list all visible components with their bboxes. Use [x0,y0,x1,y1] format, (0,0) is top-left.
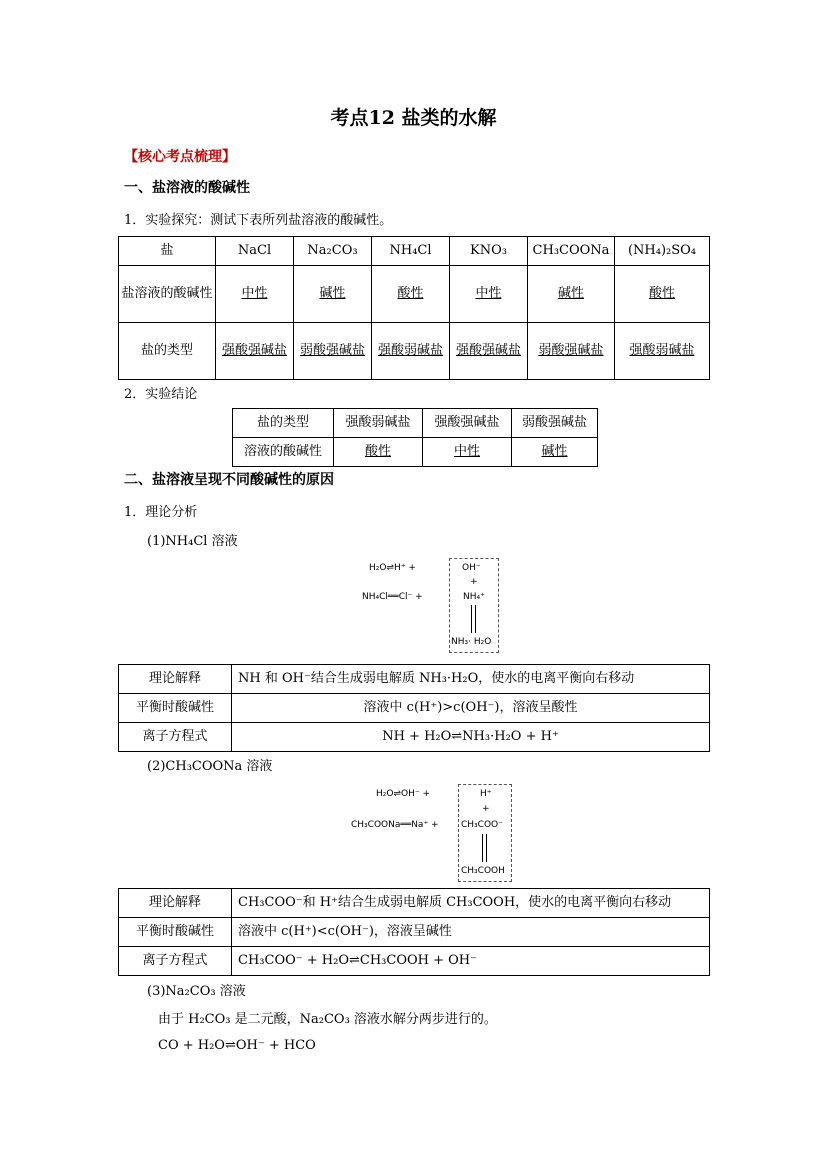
section-tag: 【核心考点梳理】 [124,149,236,165]
diagram-line: H₂O⇌H⁺ + [369,563,416,573]
acidity-cell: 碱性 [528,266,615,323]
ch3coona-analysis-table [118,888,710,976]
sub-heading-nh4cl: (1)NH₄Cl 溶液 [147,534,238,549]
type-cell: 强酸强碱盐 [450,323,528,380]
acidity-cell: 中性 [216,266,294,323]
conclusion-cell: 强酸强碱盐 [423,409,512,438]
page-title: 考点12 盐类的水解 [330,107,497,129]
diagram-ion: CH₃COO⁻ [461,820,503,830]
sub-heading-ch3coona: (2)CH₃COONa 溶液 [147,759,273,774]
conclusion-table [232,408,598,467]
acidity-cell: 中性 [450,266,528,323]
section2-heading: 二、盐溶液呈现不同酸碱性的原因 [124,472,334,488]
label-cell: 理论解释 [119,665,232,694]
conclusion-cell: 中性 [423,438,512,467]
acidity-cell: 碱性 [294,266,372,323]
label-cell: 离子方程式 [119,723,232,752]
diagram-line: NH₄Cl══Cl⁻ + [362,592,423,602]
row-header: 盐 [119,237,216,266]
balance-cell: 溶液中 c(H⁺)<c(OH⁻)，溶液呈碱性 [232,918,710,947]
equation-cell: CH₃COO⁻ + H₂O⇌CH₃COOH + OH⁻ [232,947,710,976]
diagram-ion: + [482,804,490,814]
salt-cell: NH₄Cl [372,237,450,266]
acidity-cell: 酸性 [615,266,710,323]
equation-cell: NH + H₂O⇌NH₃·H₂O + H⁺ [232,723,710,752]
row-header: 盐的类型 [119,323,216,380]
explain-cell: NH 和 OH⁻结合生成弱电解质 NH₃·H₂O，使水的电离平衡向右移动 [232,665,710,694]
salt-acidity-table [118,236,710,380]
label-cell: 平衡时酸碱性 [119,918,232,947]
salt-cell: KNO₃ [450,237,528,266]
type-cell: 强酸弱碱盐 [615,323,710,380]
diagram-ion: CH₃COOH [461,866,505,876]
label-cell: 平衡时酸碱性 [119,694,232,723]
salt-cell: NaCl [216,237,294,266]
conclusion-cell: 溶液的酸碱性 [233,438,334,467]
diagram-ion: NH₃· H₂O [451,637,492,647]
sec2-item1: 1．理论分析 [124,505,198,520]
section1-heading: 一、盐溶液的酸碱性 [124,180,250,196]
sub-heading-na2co3: (3)Na₂CO₃ 溶液 [147,984,246,999]
diagram-line: H₂O⇌OH⁻ + [376,789,431,799]
balance-cell: 溶液中 c(H⁺)>c(OH⁻)，溶液呈酸性 [232,694,710,723]
conclusion-cell: 强酸弱碱盐 [334,409,423,438]
diagram-ion: + [470,577,478,587]
conclusion-cell: 盐的类型 [233,409,334,438]
conclusion-cell: 酸性 [334,438,423,467]
bond-arrow [471,605,476,633]
type-cell: 弱酸强碱盐 [528,323,615,380]
na2co3-equation: CO + H₂O⇌OH⁻ + HCO [158,1038,316,1053]
diagram-ion: OH⁻ [462,563,481,573]
diagram-line: CH₃COONa══Na⁺ + [351,820,439,830]
nh4cl-analysis-table [118,664,710,752]
salt-cell: CH₃COONa [528,237,615,266]
conclusion-cell: 碱性 [512,438,598,467]
bond-arrow [482,834,487,862]
type-cell: 弱酸强碱盐 [294,323,372,380]
label-cell: 离子方程式 [119,947,232,976]
sec1-item2: 2．实验结论 [124,387,198,402]
label-cell: 理论解释 [119,889,232,918]
row-header: 盐溶液的酸碱性 [119,266,216,323]
conclusion-cell: 弱酸强碱盐 [512,409,598,438]
sec1-item1: 1．实验探究：测试下表所列盐溶液的酸碱性。 [124,213,393,228]
salt-cell: Na₂CO₃ [294,237,372,266]
na2co3-paragraph: 由于 H₂CO₃ 是二元酸，Na₂CO₃ 溶液水解分两步进行的。 [158,1012,497,1027]
explain-cell: CH₃COO⁻和 H⁺结合生成弱电解质 CH₃COOH，使水的电离平衡向右移动 [232,889,710,918]
diagram-ion: NH₄⁺ [463,592,485,602]
acidity-cell: 酸性 [372,266,450,323]
type-cell: 强酸弱碱盐 [372,323,450,380]
salt-cell: (NH₄)₂SO₄ [615,237,710,266]
diagram-ion: H⁺ [480,789,492,799]
type-cell: 强酸强碱盐 [216,323,294,380]
